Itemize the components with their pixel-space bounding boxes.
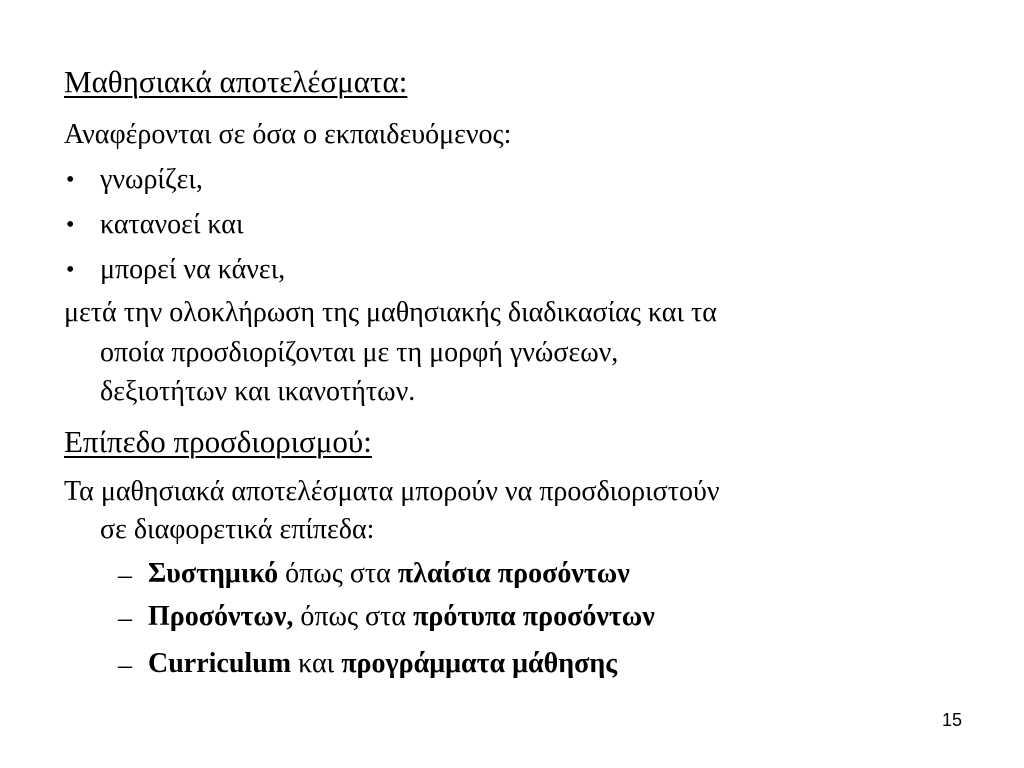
levels-intro-line-1: Τα μαθησιακά αποτελέσματα μπορούν να προσδιοριστούν <box>64 476 720 507</box>
level-item-systemic-term: Συστημικό <box>148 558 279 589</box>
level-item-systemic-example: πλαίσια προσόντων <box>397 558 630 589</box>
heading-learning-outcomes: Μαθησιακά αποτελέσματα: <box>64 64 408 99</box>
level-item-qualifications-connector: όπως στα <box>293 601 414 632</box>
level-item-qualifications <box>148 603 655 631</box>
level-item-curriculum-term: Curriculum <box>148 648 292 679</box>
page-number: 15 <box>942 710 963 730</box>
bullet-item-understands: κατανοεί και <box>100 209 244 240</box>
intro-text: Αναφέρονται σε όσα ο εκπαιδευόμενος: <box>64 119 512 150</box>
completion-text-line-3: δεξιοτήτων και ικανοτήτων. <box>100 376 416 407</box>
bullet-icon: • <box>66 212 75 238</box>
level-item-qualifications-term: Προσόντων, <box>148 601 294 632</box>
levels-intro-line-2: σε διαφορετικά επίπεδα: <box>100 514 375 545</box>
dash-icon: – <box>118 650 132 681</box>
bullet-item-knows: γνωρίζει, <box>100 164 203 195</box>
level-item-curriculum-connector: και <box>291 648 342 679</box>
dash-icon: – <box>118 560 132 591</box>
level-item-curriculum <box>148 650 617 678</box>
level-item-systemic-connector: όπως στα <box>278 558 398 589</box>
bullet-icon: • <box>66 167 75 193</box>
completion-text-line-2: οποία προσδιορίζονται με τη μορφή γνώσεων, <box>100 337 619 368</box>
dash-icon: – <box>118 603 132 634</box>
heading-level-of-specification: Επίπεδο προσδιορισμού: <box>64 424 372 459</box>
completion-text-line-1: μετά την ολοκλήρωση της μαθησιακής διαδικασίας και τα <box>64 297 717 328</box>
bullet-icon: • <box>66 257 75 283</box>
level-item-curriculum-example: προγράμματα μάθησης <box>341 648 618 679</box>
level-item-systemic <box>148 560 630 588</box>
level-item-qualifications-example: πρότυπα προσόντων <box>413 601 655 632</box>
bullet-item-can-do: μπορεί να κάνει, <box>100 254 286 285</box>
